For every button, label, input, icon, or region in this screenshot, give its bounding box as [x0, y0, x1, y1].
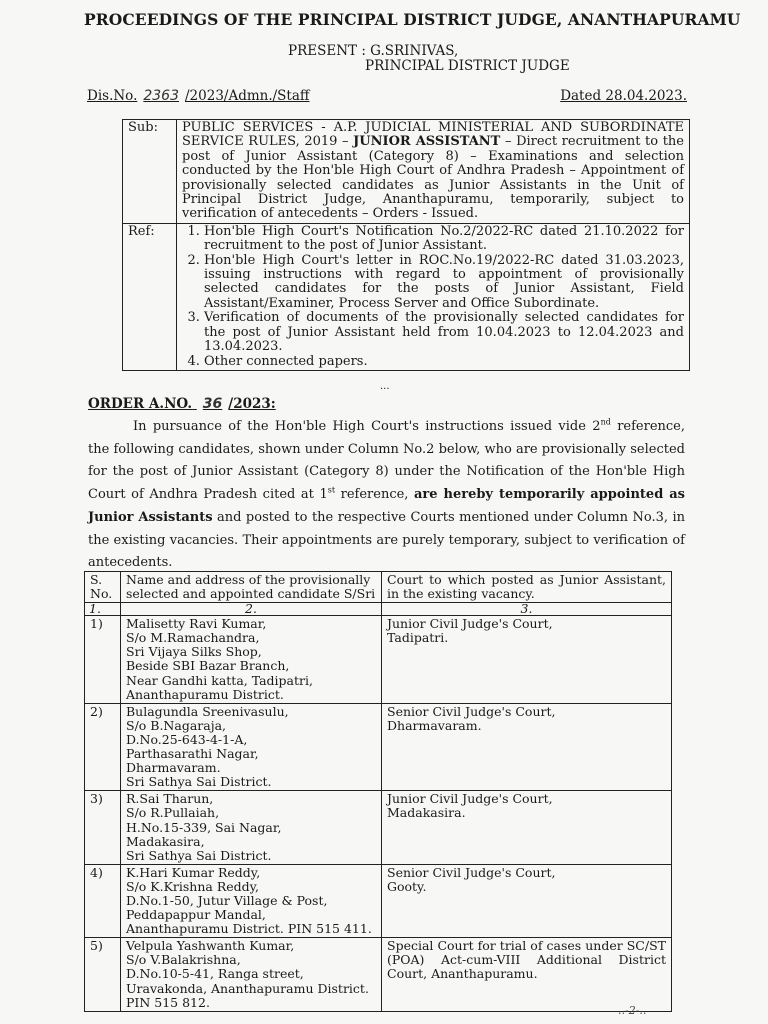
table-header-row: [85, 572, 672, 603]
candidates-table: [84, 571, 672, 1012]
reference-item: 4. Other connected papers.: [204, 355, 684, 369]
row-candidate: Malisetty Ravi Kumar, S/o M.Ramachandra, Sri Vijaya Silks Shop, Beside SBI Bazar Branch, Near Gandhi katta, Tadipatri, Ananthapuramu District.: [121, 616, 382, 704]
row-candidate: K.Hari Kumar Reddy, S/o K.Krishna Reddy, D.No.1-50, Jutur Village & Post, Peddapappur Mandal, Ananthapuramu District. PIN 515 411.: [121, 864, 382, 937]
dis-line: [87, 88, 687, 108]
page-title: PROCEEDINGS OF THE PRINCIPAL DISTRICT JUDGE, ANANTHAPURAMU: [84, 10, 741, 29]
row-court: Senior Civil Judge's Court, Gooty.: [382, 864, 672, 937]
row-candidate: Bulagundla Sreenivasulu, S/o B.Nagaraja, D.No.25-643-4-1-A, Parthasarathi Nagar, Dharmavaram. Sri Sathya Sai District.: [121, 703, 382, 791]
reference-label: Ref:: [123, 223, 177, 370]
row-sno: 3): [85, 791, 121, 864]
row-court: Special Court for trial of cases under SC/ST (POA) Act-cum-VIII Additional District Court, Ananthapuramu.: [382, 938, 672, 1011]
reference-row: [123, 223, 690, 370]
column-number: 3.: [382, 603, 672, 616]
header-court: Court to which posted as Junior Assistant, in the existing vacancy.: [382, 572, 672, 603]
table-row: [85, 703, 672, 791]
subject-text: PUBLIC SERVICES - A.P. JUDICIAL MINISTERIAL AND SUBORDINATE SERVICE RULES, 2019 – JUNIOR ASSISTANT – Direct recruitment to the post of Junior Assistant (Category 8) – Examinations and selection conducted by the Hon'ble High Court of Andhra Pradesh – Appointment of provisionally selected candidates as Junior Assistants in the Unit of Principal District Judge, Ananthapuramu, temporarily, subject to verification of antecedents – Orders - Issued.: [177, 120, 690, 224]
table-row: [85, 938, 672, 1011]
row-candidate: Velpula Yashwanth Kumar, S/o V.Balakrishna, D.No.10-5-41, Ranga street, Uravakonda, Ananthapuramu District. PIN 515 812.: [121, 938, 382, 1011]
present-block: [288, 44, 570, 74]
present-designation: PRINCIPAL DISTRICT JUDGE: [365, 58, 570, 74]
subject-reference-table: [122, 119, 690, 371]
reference-item: 3. Verification of documents of the provisionally selected candidates for the post of Junior Assistant held from 10.04.2023 to 12.04.2023 and 13.04.2023.: [204, 311, 684, 354]
column-number: 2.: [121, 603, 382, 616]
row-court: Junior Civil Judge's Court, Madakasira.: [382, 791, 672, 864]
row-sno: 4): [85, 864, 121, 937]
reference-list-cell: [177, 223, 690, 370]
table-row: [85, 791, 672, 864]
row-court: Senior Civil Judge's Court, Dharmavaram.: [382, 703, 672, 791]
separator-dots: ...: [380, 381, 390, 392]
order-number: ORDER A.NO. 36 /2023:: [88, 396, 276, 412]
order-handwritten-number: 36: [202, 396, 223, 412]
order-paragraph: In pursuance of the Hon'ble High Court's instructions issued vide 2nd reference, the following candidates, shown under Column No.2 below, who are provisionally selected for the post of Junior Assistant (Category 8) under the Notification of the Hon'ble High Court of Andhra Pradesh cited at 1st reference, are hereby temporarily appointed as Junior Assistants and posted to the respective Courts mentioned under Column No.3, in the existing vacancies. Their appointments are purely temporary, subject to verification of antecedents.: [88, 417, 686, 571]
dis-handwritten-number: 2363: [143, 88, 179, 104]
row-sno: 1): [85, 616, 121, 704]
dated: Dated 28.04.2023.: [560, 88, 687, 104]
table-row: [85, 616, 672, 704]
row-sno: 5): [85, 938, 121, 1011]
reference-list: [182, 225, 684, 369]
reference-item: 2. Hon'ble High Court's letter in ROC.No.19/2022-RC dated 31.03.2023, issuing instructions with regard to appointment of provisionally selected candidates for the posts of Junior Assistant, Field Assistant/Examiner, Process Server and Office Subordinate.: [204, 254, 684, 312]
row-candidate: R.Sai Tharun, S/o R.Pullaiah, H.No.15-339, Sai Nagar, Madakasira, Sri Sathya Sai District.: [121, 791, 382, 864]
row-court: Junior Civil Judge's Court, Tadipatri.: [382, 616, 672, 704]
present-name: G.SRINIVAS,: [370, 43, 459, 59]
header-candidate: Name and address of the provisionally selected and appointed candidate S/Sri: [121, 572, 382, 603]
row-sno: 2): [85, 703, 121, 791]
subject-row: [123, 120, 690, 224]
table-row: [85, 864, 672, 937]
page-number-mark: ..-2-..: [618, 1004, 647, 1017]
column-number: 1.: [85, 603, 121, 616]
column-number-row: [85, 603, 672, 616]
dis-number: Dis.No. 2363 /2023/Admn./Staff: [87, 88, 310, 104]
subject-label: Sub:: [123, 120, 177, 224]
reference-item: 1. Hon'ble High Court's Notification No.2/2022-RC dated 21.10.2022 for recruitment to the post of Junior Assistant.: [204, 225, 684, 254]
present-label: PRESENT :: [288, 43, 366, 59]
header-sno: S. No.: [85, 572, 121, 603]
